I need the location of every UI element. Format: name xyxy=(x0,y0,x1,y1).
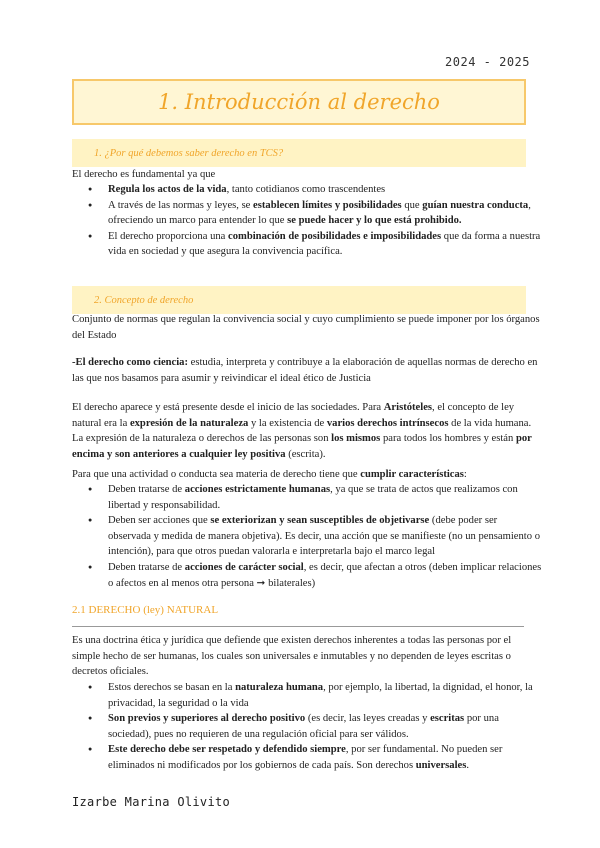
bold-phrase: se puede hacer y lo que está prohibido. xyxy=(287,215,462,227)
bold-phrase: escritas xyxy=(430,713,465,725)
list-item: ● Deben tratarse de acciones estrictamente humanas, ya que se trata de actos que realizamos con libertad y responsabilidad. xyxy=(72,482,542,513)
list-item: ● Deben ser acciones que se exteriorizan y sean susceptibles de objetivarse (debe poder ser observada y medida de manera objetiva). Es decir, una acción que se manifieste (no un pensamiento o intención), para que otros puedan valorarla e interpretarla bajo el marco legal xyxy=(72,513,542,560)
page-title: 1. Introducción al derecho xyxy=(158,90,440,114)
characteristics-list xyxy=(72,482,542,591)
list-item: ● A través de las normas y leyes, se establecen límites y posibilidades que guían nuestra conducta, ofreciendo un marco para entender lo que se puede hacer y lo que está prohibido. xyxy=(72,198,542,229)
history-paragraph: El derecho aparece y está presente desde el inicio de las sociedades. Para Aristóteles, el concepto de ley natural era la expresión de la naturaleza y la existencia de varios derechos intrínsecos de la vida humana. La expresión de la naturaleza o derechos de las personas son los mismos para todos los hombres y están por encima y son anteriores a cualquier ley positiva (escrita). xyxy=(72,402,532,460)
bold-phrase: Regula los actos de la vida xyxy=(108,184,227,195)
bold-phrase: naturaleza humana xyxy=(235,682,324,693)
bold-phrase: cumplir características xyxy=(360,469,464,480)
science-paragraph: -El derecho como ciencia: estudia, interpreta y contribuye a la elaboración de aquellas normas de derecho en las que nos basamos para asumir y reivindicar el ideal ético de Justicia xyxy=(72,357,538,384)
list-item: ● Estos derechos se basan en la naturaleza humana, por ejemplo, la libertad, la dignidad, el honor, la privacidad, la seguridad o la vida xyxy=(72,680,542,711)
section-1-header xyxy=(72,139,526,167)
bold-phrase: Este derecho debe ser respetado y defendido siempre xyxy=(108,744,346,756)
section-1-heading: 1. ¿Por qué debemos saber derecho en TCS? xyxy=(94,147,284,159)
title-box xyxy=(72,79,526,125)
section-1-list xyxy=(72,182,542,260)
natural-law-list xyxy=(72,680,542,774)
bold-phrase: guían nuestra conducta xyxy=(422,199,529,211)
list-item: ● Deben tratarse de acciones de carácter social, es decir, que afectan a otros (deben implicar relaciones o afectos en al menos otra persona ➞ bilaterales) xyxy=(72,560,542,591)
section-2-1-heading: 2.1 DERECHO (ley) NATURAL xyxy=(72,604,219,616)
section-1-intro: El derecho es fundamental ya que xyxy=(72,169,216,180)
natural-law-paragraph: Es una doctrina ética y jurídica que defiende que existen derechos inherentes a todas las personas por el simple hecho de ser humanas, los cuales son universales e inmutables y no dependen de leyes escritas o decretos oficiales. xyxy=(72,635,512,678)
bold-phrase: acciones de carácter social xyxy=(184,561,304,573)
bold-phrase: universales xyxy=(415,759,467,771)
list-item: ● El derecho proporciona una combinación de posibilidades e imposibilidades que da forma a nuestra vida en sociedad y que asegura la convivencia pacífica. xyxy=(72,229,542,260)
section-2-heading: 2. Concepto de derecho xyxy=(94,294,194,306)
bold-phrase: expresión de la naturaleza xyxy=(129,417,249,429)
year-label: 2024 - 2025 xyxy=(445,55,530,69)
bold-phrase: por encima y son anteriores a cualquier ley positiva xyxy=(72,433,532,460)
bold-phrase: varios derechos intrínsecos xyxy=(326,417,449,429)
definition-paragraph: Conjunto de normas que regulan la convivencia social y cuyo cumplimiento se puede imponer por los órganos del Estado xyxy=(72,314,540,341)
bold-phrase: Aristóteles xyxy=(383,402,433,413)
bold-phrase: se exteriorizan y sean susceptibles de objetivarse xyxy=(210,515,430,527)
characteristics-intro: Para que una actividad o conducta sea materia de derecho tiene que cumplir características: xyxy=(72,469,467,480)
bold-phrase: Son previos y superiores al derecho positivo xyxy=(108,713,306,725)
list-item: ● Este derecho debe ser respetado y defendido siempre, por ser fundamental. No pueden ser eliminados ni modificados por los gobiernos de cada país. Son derechos universales. xyxy=(72,742,542,773)
section-2-header xyxy=(72,286,526,314)
bold-phrase: -El derecho como ciencia: xyxy=(72,357,189,368)
list-item: ● Son previos y superiores al derecho positivo (es decir, las leyes creadas y escritas por una sociedad), pues no requieren de una regulación oficial para ser válidos. xyxy=(72,711,542,742)
bold-phrase: establecen límites y posibilidades xyxy=(253,199,402,211)
author-signature: Izarbe Marina Olivito xyxy=(72,795,231,809)
bold-phrase: los mismos xyxy=(331,433,381,445)
section-divider xyxy=(72,626,524,627)
bold-phrase: combinación de posibilidades e imposibilidades xyxy=(228,230,442,242)
bold-phrase: acciones estrictamente humanas xyxy=(184,484,331,495)
list-item: ● Regula los actos de la vida, tanto cotidianos como trascendentes xyxy=(72,182,542,198)
